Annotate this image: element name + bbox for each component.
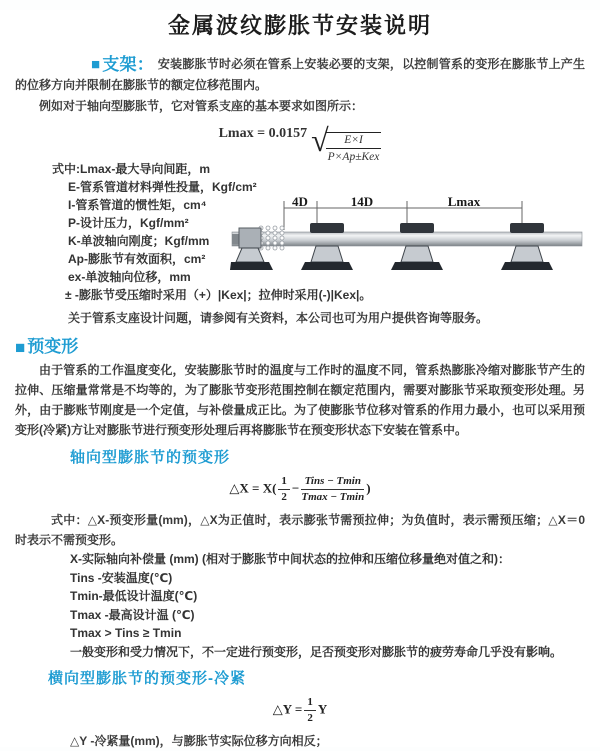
support-example-text: 例如对于轴向型膨胀节，它对管系支座的基本要求如图所示：: [39, 99, 364, 113]
lateral-denominator: 2: [307, 712, 313, 724]
axial-definition-line: Tmax -最高设计温 (℃): [70, 607, 195, 622]
axial-formula-note: 式中：△X-预变形量(mm)，△X为正值时，表示膨张节需预拉伸；为负值时，表示需预压缩；△X＝0时表示不需预变形。: [15, 513, 585, 547]
axial-definition-line: 一般变形和受力情况下，不一定进行预变形，足否预变形对膨胀节的疲劳寿命几乎没有影响。: [70, 644, 563, 659]
dim-label-4d: 4D: [292, 194, 308, 209]
axial-formula-temp-fraction: [301, 475, 364, 504]
lateral-formula: [15, 696, 585, 725]
pipe: [232, 232, 582, 246]
axial-formula-rhs: ): [366, 480, 371, 496]
section-square-icon: ■: [91, 56, 101, 73]
definitions-and-diagram: [15, 160, 585, 304]
guide-support-2: [391, 223, 443, 270]
axial-definition-line: Tins -安装温度(℃): [70, 570, 173, 585]
section-square-icon: ■: [15, 338, 26, 357]
lateral-numerator: 1: [304, 696, 316, 711]
dimension-labels: [292, 194, 481, 209]
axial-definition-line: Tmin-最低设计温度(℃): [70, 589, 198, 603]
guide-support-1: [301, 223, 353, 270]
axial-definition-line: Tmax > Tins ≥ Tmin: [70, 626, 182, 640]
pipe-end-cap: [232, 234, 239, 244]
definition-line: 式中:Lmax-最大导向间距，m: [52, 162, 211, 176]
support-section-intro: [15, 54, 585, 96]
lateral-formula-lhs: △Y =: [272, 701, 303, 717]
axial-half-denominator: 2: [281, 491, 287, 503]
predeform-section-heading-row: [15, 336, 585, 358]
document-page: [0, 10, 600, 747]
definition-line: ± -膨胀节受压缩时采用（+）|Kex|；拉伸时采用(-)|Kex|。: [65, 288, 372, 302]
sqrt-icon: √: [311, 122, 329, 158]
axial-formula: [15, 475, 585, 504]
page-title: 金属波纹膨胀节安装说明: [167, 13, 432, 38]
dim-label-14d: 14D: [350, 194, 374, 209]
definition-line: ex-单波轴向位移，mm: [68, 270, 191, 284]
definition-line: E-管系管道材料弹性投量，Kgf/cm²: [68, 180, 257, 194]
lateral-formula-rhs: Y: [317, 701, 328, 717]
predeform-paragraph: 由于管系的工作温度变化，安装膨胀节时的温度与工作时的温度不同，管系热膨胀冷缩对膨胀节产生的拉伸、压缩量常常是不均等的，为了膨胀节变形范围控制在额定范围内，需要对膨胀节采取预变形处理。另外，由于膨账节刚度是一个定值，与补偿量成正比。为了使膨胀节位移对管系的作用力最小，也可以采用预变形(冷紧)方让对膨胀节进行预变形处理后再将膨胀节在预变形状态下安装在管系中。: [15, 363, 585, 437]
dim-label-lmax: Lmax: [447, 194, 481, 209]
definition-line: Ap-膨胀节有效面积，cm²: [68, 252, 206, 266]
axial-temp-denominator: Tmax − Tmin: [301, 491, 365, 503]
support-section-heading: 支架：: [102, 55, 154, 74]
support-intro-text: 安装膨胀节时必须在管系上安装必要的支架，以控制管系的变形在膨胀节上产生的位移方向并限制在膨胀节的额定位移范围内。: [15, 57, 585, 92]
axial-formula-minus: −: [291, 480, 300, 496]
guide-support-3: [501, 223, 553, 270]
predeform-section-heading: 预变形: [27, 337, 79, 356]
axial-formula-lhs: △X = X(: [229, 480, 277, 496]
axial-definition-line: X-实际轴向补偿量 (mm) (相对于膨胀节中间状态的拉伸和压缩位移量绝对值之和)：: [70, 552, 510, 566]
lmax-formula-denominator: P×Ap±Kex: [327, 151, 380, 163]
axial-definition-lines: [15, 550, 585, 661]
support-note: 关于管系支座设计问题，请参阅有关资料，本公司也可为用户提供咨询等服务。: [68, 311, 489, 325]
lateral-formula-fraction: [304, 696, 316, 725]
definition-line: K-单波轴向刚度；Kgf/mm: [68, 234, 210, 248]
axial-half-numerator: 1: [278, 475, 290, 490]
pipe-support-diagram: [230, 194, 585, 289]
lmax-formula-lhs: Lmax = 0.0157: [218, 126, 308, 141]
definition-line: P-设计压力，Kgf/mm²: [68, 216, 189, 230]
lateral-subheading: 横向型膨胀节的预变形-冷紧: [48, 670, 246, 687]
axial-temp-numerator: Tins − Tmin: [301, 475, 364, 490]
axial-subheading: 轴向型膨胀节的预变形: [70, 449, 231, 466]
lmax-formula-numerator: E×I: [326, 133, 382, 149]
lateral-note: △Y -冷紧量(mm)，与膨胀节实际位移方向相反；: [70, 734, 328, 748]
axial-formula-half-fraction: [278, 475, 290, 504]
lmax-formula: [15, 122, 585, 163]
definition-line: I-管系管道的惯性矩，cm⁴: [68, 198, 207, 212]
